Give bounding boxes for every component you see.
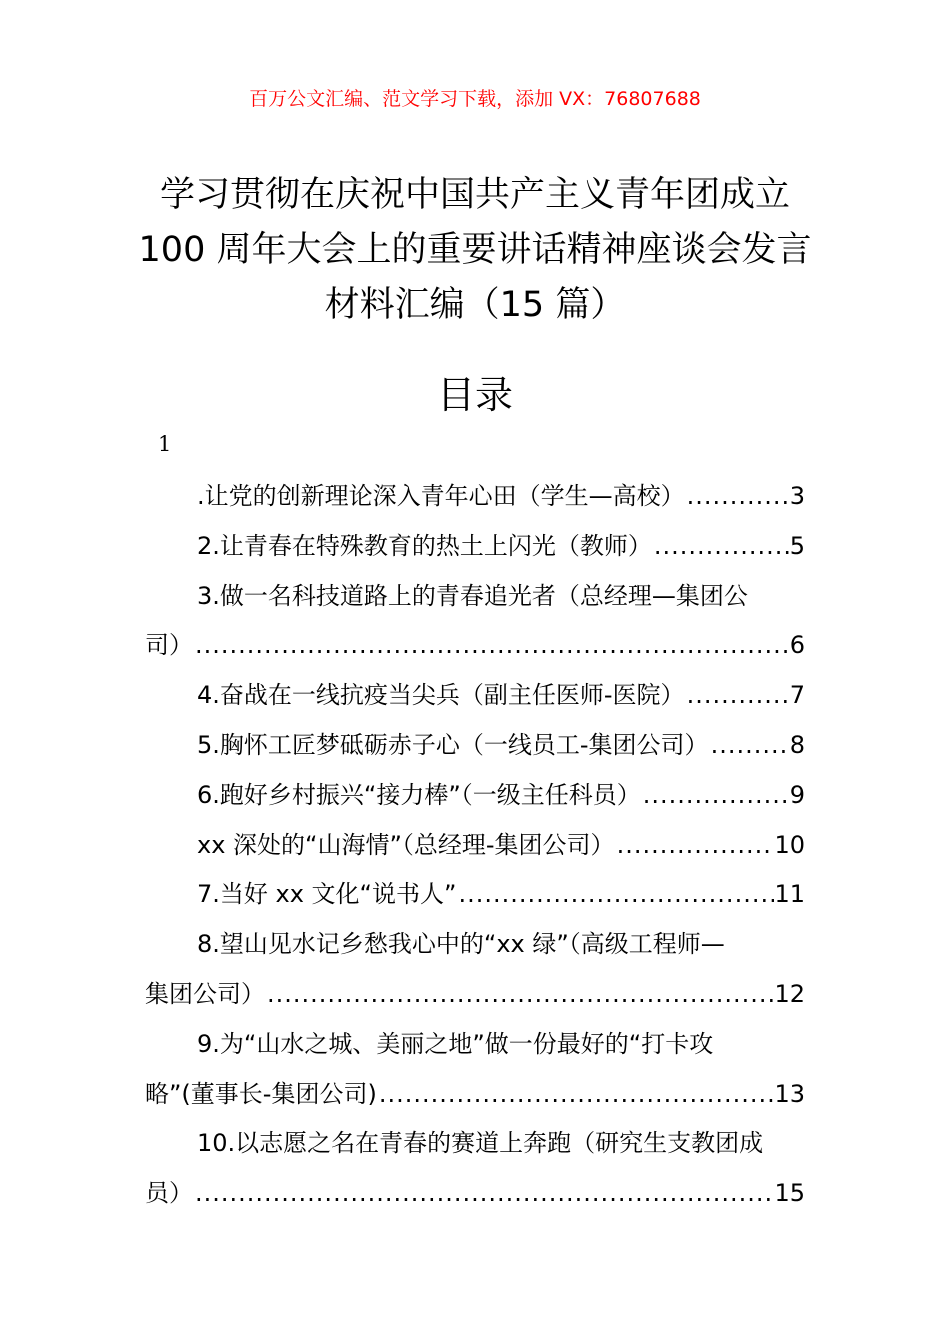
- header-note: 百万公文汇编、范文学习下载，添加 VX：76807688: [249, 88, 701, 110]
- toc-entry-page: 12: [774, 979, 805, 1008]
- toc-entry[interactable]: [145, 1119, 805, 1219]
- toc-entry-line: [145, 472, 805, 522]
- toc-entry[interactable]: [145, 472, 805, 522]
- page-number-label: 1: [158, 432, 172, 456]
- toc-entry-line: [145, 1070, 805, 1120]
- toc-entry-title: 5.胸怀工匠梦砥砺赤子心（一线员工-集团公司）: [197, 730, 709, 759]
- toc-entry-line: [145, 671, 805, 721]
- toc-entry-page: 9: [789, 780, 805, 809]
- dot-leader: [193, 1169, 774, 1219]
- toc-entry[interactable]: [145, 821, 805, 871]
- toc-entry-title-continued: 员）: [145, 1179, 193, 1208]
- toc-entry-title: 3.做一名科技道路上的青春追光者（总经理—集团公: [197, 581, 748, 610]
- toc-entry-title: 4.奋战在一线抗疫当尖兵（副主任医师-医院）: [197, 681, 685, 710]
- dot-leader: [377, 1070, 775, 1120]
- dot-leader: [709, 721, 790, 771]
- toc-entry-title: 7.当好 xx 文化“说书人”: [197, 880, 457, 909]
- toc-entry-line: [145, 721, 805, 771]
- toc-entry-title: .让党的创新理论深入青年心田（学生—高校）: [197, 482, 685, 510]
- dot-leader: [615, 821, 775, 871]
- toc-entry-title: 2.让青春在特殊教育的热土上闪光（教师）: [197, 531, 652, 560]
- dot-leader: [652, 522, 790, 572]
- toc-heading: 目录: [436, 373, 513, 417]
- title-line-2: 100 周年大会上的重要讲话精神座谈会发言: [138, 230, 812, 270]
- dot-leader: [193, 621, 790, 671]
- toc-entry-page: 11: [774, 880, 805, 909]
- dot-leader: [456, 870, 774, 920]
- toc-entry-title-continued: 略”(董事长-集团公司): [145, 1079, 377, 1108]
- toc-entry-line: [145, 771, 805, 821]
- toc-entry-line: [145, 621, 805, 671]
- toc-entry-page: 8: [789, 730, 805, 759]
- toc-entry-line: [145, 1020, 805, 1070]
- title-line-3: 材料汇编（15 篇）: [324, 285, 626, 325]
- toc-entry[interactable]: [145, 771, 805, 821]
- toc-entry-line: [145, 1119, 805, 1169]
- toc-entry-line: [145, 821, 805, 871]
- toc-entry-title: 9.为“山水之城、美丽之地”做一份最好的“打卡攻: [197, 1029, 714, 1058]
- toc-entry-line: [145, 870, 805, 920]
- toc-entry-line: [145, 522, 805, 572]
- toc-entry-page: 6: [789, 631, 805, 660]
- dot-leader: [685, 472, 790, 522]
- toc-entry-line: [145, 920, 805, 970]
- toc-entry[interactable]: [145, 1020, 805, 1120]
- toc-entry-title: 6.跑好乡村振兴“接力棒”（一级主任科员）: [197, 780, 641, 809]
- toc-entry[interactable]: [145, 721, 805, 771]
- toc-entry-title: 8.望山见水记乡愁我心中的“xx 绿”（高级工程师—: [197, 930, 725, 959]
- table-of-contents: [145, 472, 805, 1219]
- toc-entry[interactable]: [145, 572, 805, 672]
- toc-entry-title: 10.以志愿之名在青春的赛道上奔跑（研究生支教团成: [197, 1129, 764, 1158]
- toc-entry[interactable]: [145, 870, 805, 920]
- title-line-1: 学习贯彻在庆祝中国共产主义青年团成立: [159, 175, 790, 215]
- dot-leader: [685, 671, 790, 721]
- toc-entry[interactable]: [145, 671, 805, 721]
- toc-entry-page: 5: [789, 531, 805, 560]
- toc-entry-page: 3: [789, 482, 805, 510]
- toc-entry-page: 10: [774, 830, 805, 859]
- toc-entry-title-continued: 集团公司）: [145, 979, 265, 1008]
- dot-leader: [265, 970, 774, 1020]
- toc-entry[interactable]: [145, 920, 805, 1020]
- document-title: [95, 168, 855, 333]
- toc-entry[interactable]: [145, 522, 805, 572]
- toc-entry-line: [145, 572, 805, 622]
- toc-entry-line: [145, 970, 805, 1020]
- dot-leader: [641, 771, 790, 821]
- toc-entry-page: 15: [774, 1179, 805, 1208]
- toc-entry-line: [145, 1169, 805, 1219]
- toc-entry-page: 7: [789, 681, 805, 710]
- toc-entry-title-continued: 司）: [145, 631, 193, 660]
- toc-entry-page: 13: [774, 1079, 805, 1108]
- toc-entry-title: xx 深处的“山海情”（总经理-集团公司）: [197, 830, 615, 859]
